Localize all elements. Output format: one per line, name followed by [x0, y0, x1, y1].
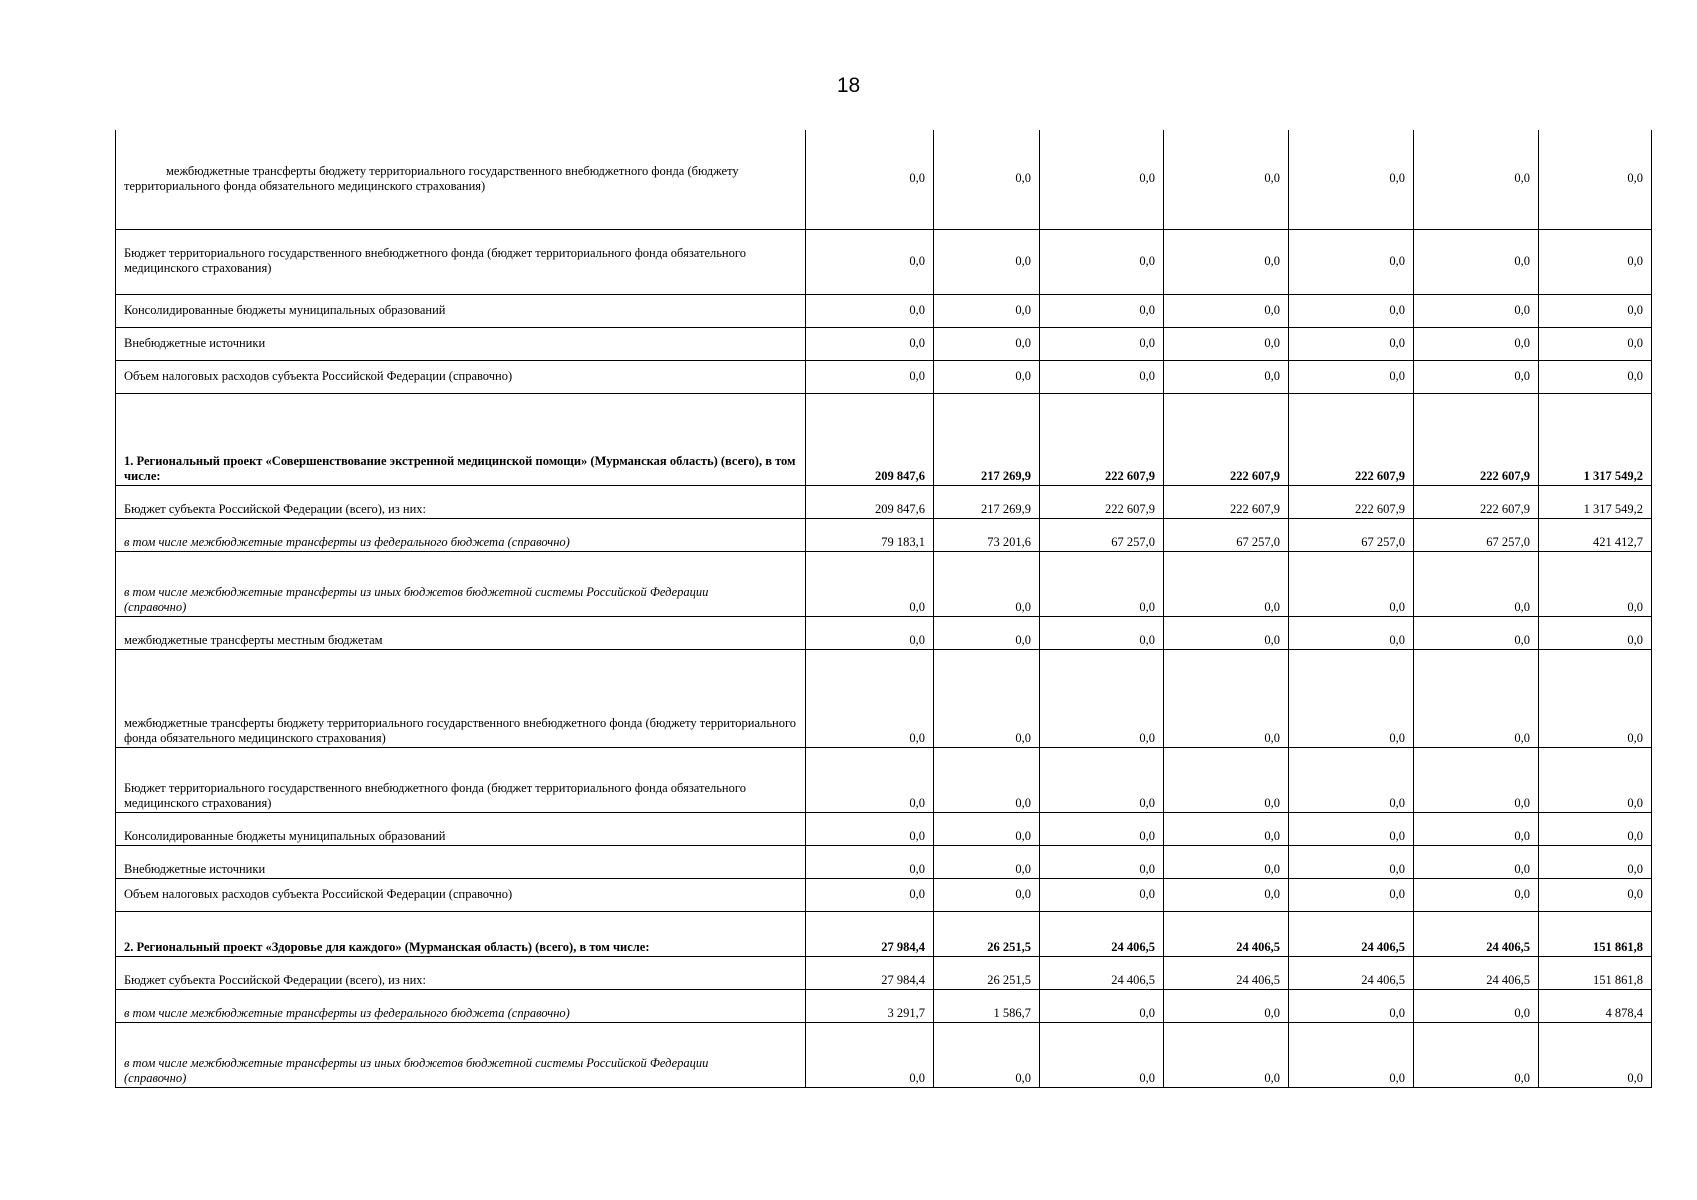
cell-value: 217 269,9	[934, 393, 1040, 485]
cell-value: 0,0	[1414, 360, 1539, 393]
cell-value: 67 257,0	[1289, 518, 1414, 551]
cell-value: 0,0	[1539, 616, 1652, 649]
cell-value: 24 406,5	[1289, 911, 1414, 956]
table-row	[116, 1022, 1652, 1087]
cell-value: 0,0	[1040, 294, 1164, 327]
cell-value: 0,0	[1414, 747, 1539, 812]
table-row	[116, 649, 1652, 747]
cell-value: 0,0	[806, 747, 934, 812]
cell-value: 0,0	[1414, 616, 1539, 649]
cell-value: 0,0	[1164, 845, 1289, 878]
cell-value: 0,0	[1289, 812, 1414, 845]
cell-value: 0,0	[806, 229, 934, 294]
cell-value: 0,0	[1414, 878, 1539, 911]
cell-value: 222 607,9	[1164, 393, 1289, 485]
cell-value: 0,0	[934, 1022, 1040, 1087]
cell-value: 27 984,4	[806, 956, 934, 989]
cell-value: 0,0	[1164, 649, 1289, 747]
table-row	[116, 747, 1652, 812]
cell-value: 0,0	[1164, 989, 1289, 1022]
cell-value: 0,0	[1040, 845, 1164, 878]
cell-value: 26 251,5	[934, 911, 1040, 956]
table-row	[116, 878, 1652, 911]
cell-value: 0,0	[1539, 1022, 1652, 1087]
cell-value: 0,0	[1164, 616, 1289, 649]
cell-value: 0,0	[1539, 649, 1652, 747]
row-label: в том числе межбюджетные трансферты из иных бюджетов бюджетной системы Российской Федерации (справочно)	[116, 1022, 806, 1087]
cell-value: 0,0	[1539, 878, 1652, 911]
cell-value: 0,0	[1040, 229, 1164, 294]
cell-value: 0,0	[1164, 812, 1289, 845]
row-label: Объем налоговых расходов субъекта Российской Федерации (справочно)	[116, 878, 806, 911]
table-row	[116, 989, 1652, 1022]
cell-value: 0,0	[1539, 130, 1652, 229]
cell-value: 26 251,5	[934, 956, 1040, 989]
row-label: Внебюджетные источники	[116, 327, 806, 360]
row-label: Бюджет субъекта Российской Федерации (всего), из них:	[116, 485, 806, 518]
cell-value: 0,0	[934, 294, 1040, 327]
cell-value: 0,0	[1414, 294, 1539, 327]
cell-value: 1 586,7	[934, 989, 1040, 1022]
cell-value: 0,0	[806, 551, 934, 616]
cell-value: 4 878,4	[1539, 989, 1652, 1022]
table-row	[116, 294, 1652, 327]
table-row	[116, 812, 1652, 845]
cell-value: 0,0	[1414, 327, 1539, 360]
cell-value: 0,0	[1414, 812, 1539, 845]
cell-value: 209 847,6	[806, 485, 934, 518]
cell-value: 222 607,9	[1164, 485, 1289, 518]
table-row	[116, 360, 1652, 393]
row-label: межбюджетные трансферты бюджету территориального государственного внебюджетного фонда (бюджету территориального фонда обязательного медицинского страхования)	[116, 130, 806, 229]
cell-value: 0,0	[1539, 360, 1652, 393]
cell-value: 0,0	[1040, 812, 1164, 845]
cell-value: 0,0	[1414, 649, 1539, 747]
table-row	[116, 130, 1652, 229]
table-row	[116, 845, 1652, 878]
cell-value: 0,0	[1289, 294, 1414, 327]
row-label: межбюджетные трансферты местным бюджетам	[116, 616, 806, 649]
cell-value: 24 406,5	[1414, 911, 1539, 956]
cell-value: 222 607,9	[1040, 485, 1164, 518]
cell-value: 0,0	[1289, 878, 1414, 911]
cell-value: 222 607,9	[1289, 393, 1414, 485]
cell-value: 0,0	[1164, 878, 1289, 911]
row-label: Бюджет территориального государственного внебюджетного фонда (бюджет территориального фонда обязательного медицинского страхования)	[116, 747, 806, 812]
cell-value: 27 984,4	[806, 911, 934, 956]
cell-value: 0,0	[1539, 747, 1652, 812]
cell-value: 0,0	[934, 812, 1040, 845]
cell-value: 0,0	[806, 1022, 934, 1087]
cell-value: 0,0	[1289, 551, 1414, 616]
cell-value: 0,0	[806, 360, 934, 393]
cell-value: 1 317 549,2	[1539, 393, 1652, 485]
row-label: в том числе межбюджетные трансферты из иных бюджетов бюджетной системы Российской Федерации (справочно)	[116, 551, 806, 616]
cell-value: 0,0	[806, 812, 934, 845]
cell-value: 209 847,6	[806, 393, 934, 485]
cell-value: 0,0	[1040, 649, 1164, 747]
cell-value: 0,0	[934, 130, 1040, 229]
cell-value: 0,0	[1040, 551, 1164, 616]
cell-value: 0,0	[934, 327, 1040, 360]
cell-value: 24 406,5	[1164, 956, 1289, 989]
table-row	[116, 518, 1652, 551]
cell-value: 67 257,0	[1414, 518, 1539, 551]
cell-value: 0,0	[1289, 327, 1414, 360]
row-label: межбюджетные трансферты бюджету территориального государственного внебюджетного фонда (бюджету территориального фонда обязательного медицинского страхования)	[116, 649, 806, 747]
cell-value: 0,0	[1539, 229, 1652, 294]
cell-value: 0,0	[934, 616, 1040, 649]
table-row	[116, 485, 1652, 518]
cell-value: 0,0	[1414, 1022, 1539, 1087]
cell-value: 0,0	[1414, 130, 1539, 229]
cell-value: 0,0	[934, 845, 1040, 878]
table-row	[116, 393, 1652, 485]
cell-value: 0,0	[1414, 989, 1539, 1022]
table-row	[116, 229, 1652, 294]
row-label: 1. Региональный проект «Совершенствование экстренной медицинской помощи» (Мурманская область) (всего), в том числе:	[116, 393, 806, 485]
cell-value: 24 406,5	[1040, 956, 1164, 989]
row-label: Консолидированные бюджеты муниципальных образований	[116, 294, 806, 327]
cell-value: 0,0	[934, 229, 1040, 294]
table-row	[116, 327, 1652, 360]
cell-value: 0,0	[1040, 1022, 1164, 1087]
cell-value: 0,0	[1040, 130, 1164, 229]
cell-value: 0,0	[1414, 229, 1539, 294]
cell-value: 0,0	[806, 327, 934, 360]
row-label: Бюджет территориального государственного внебюджетного фонда (бюджет территориального фонда обязательного медицинского страхования)	[116, 229, 806, 294]
cell-value: 0,0	[806, 294, 934, 327]
cell-value: 0,0	[1289, 1022, 1414, 1087]
cell-value: 0,0	[934, 551, 1040, 616]
cell-value: 73 201,6	[934, 518, 1040, 551]
cell-value: 0,0	[1040, 878, 1164, 911]
cell-value: 0,0	[1164, 327, 1289, 360]
cell-value: 0,0	[1164, 294, 1289, 327]
cell-value: 0,0	[1040, 747, 1164, 812]
cell-value: 0,0	[1289, 130, 1414, 229]
cell-value: 67 257,0	[1040, 518, 1164, 551]
cell-value: 0,0	[1539, 294, 1652, 327]
cell-value: 0,0	[1164, 229, 1289, 294]
table-row	[116, 911, 1652, 956]
table-row	[116, 956, 1652, 989]
row-label: Консолидированные бюджеты муниципальных образований	[116, 812, 806, 845]
cell-value: 1 317 549,2	[1539, 485, 1652, 518]
cell-value: 0,0	[1289, 360, 1414, 393]
row-label: в том числе межбюджетные трансферты из федерального бюджета (справочно)	[116, 989, 806, 1022]
cell-value: 151 861,8	[1539, 956, 1652, 989]
cell-value: 0,0	[934, 747, 1040, 812]
budget-table	[115, 130, 1652, 1088]
page-number: 18	[836, 74, 861, 97]
cell-value: 222 607,9	[1414, 393, 1539, 485]
cell-value: 24 406,5	[1414, 956, 1539, 989]
row-label: Объем налоговых расходов субъекта Российской Федерации (справочно)	[116, 360, 806, 393]
cell-value: 0,0	[1414, 845, 1539, 878]
cell-value: 0,0	[1289, 649, 1414, 747]
cell-value: 0,0	[1040, 989, 1164, 1022]
cell-value: 24 406,5	[1289, 956, 1414, 989]
cell-value: 0,0	[1040, 360, 1164, 393]
cell-value: 0,0	[934, 878, 1040, 911]
cell-value: 0,0	[1289, 845, 1414, 878]
cell-value: 421 412,7	[1539, 518, 1652, 551]
cell-value: 0,0	[1414, 551, 1539, 616]
cell-value: 0,0	[1289, 747, 1414, 812]
cell-value: 0,0	[1539, 327, 1652, 360]
cell-value: 79 183,1	[806, 518, 934, 551]
cell-value: 0,0	[934, 360, 1040, 393]
cell-value: 151 861,8	[1539, 911, 1652, 956]
cell-value: 0,0	[1164, 551, 1289, 616]
cell-value: 0,0	[1539, 845, 1652, 878]
cell-value: 0,0	[806, 649, 934, 747]
cell-value: 0,0	[1289, 989, 1414, 1022]
row-label: Бюджет субъекта Российской Федерации (всего), из них:	[116, 956, 806, 989]
cell-value: 0,0	[1539, 551, 1652, 616]
cell-value: 0,0	[1289, 229, 1414, 294]
cell-value: 0,0	[1539, 812, 1652, 845]
cell-value: 222 607,9	[1414, 485, 1539, 518]
cell-value: 0,0	[1164, 747, 1289, 812]
cell-value: 0,0	[1289, 616, 1414, 649]
row-label: 2. Региональный проект «Здоровье для каждого» (Мурманская область) (всего), в том числе:	[116, 911, 806, 956]
cell-value: 0,0	[1164, 1022, 1289, 1087]
cell-value: 0,0	[1040, 327, 1164, 360]
table-row	[116, 551, 1652, 616]
cell-value: 3 291,7	[806, 989, 934, 1022]
cell-value: 222 607,9	[1289, 485, 1414, 518]
cell-value: 0,0	[934, 649, 1040, 747]
cell-value: 0,0	[1040, 616, 1164, 649]
cell-value: 0,0	[806, 616, 934, 649]
cell-value: 24 406,5	[1164, 911, 1289, 956]
cell-value: 24 406,5	[1040, 911, 1164, 956]
cell-value: 0,0	[806, 845, 934, 878]
cell-value: 0,0	[806, 130, 934, 229]
cell-value: 222 607,9	[1040, 393, 1164, 485]
row-label: в том числе межбюджетные трансферты из федерального бюджета (справочно)	[116, 518, 806, 551]
cell-value: 67 257,0	[1164, 518, 1289, 551]
table-row	[116, 616, 1652, 649]
cell-value: 0,0	[806, 878, 934, 911]
cell-value: 0,0	[1164, 360, 1289, 393]
cell-value: 217 269,9	[934, 485, 1040, 518]
cell-value: 0,0	[1164, 130, 1289, 229]
row-label: Внебюджетные источники	[116, 845, 806, 878]
